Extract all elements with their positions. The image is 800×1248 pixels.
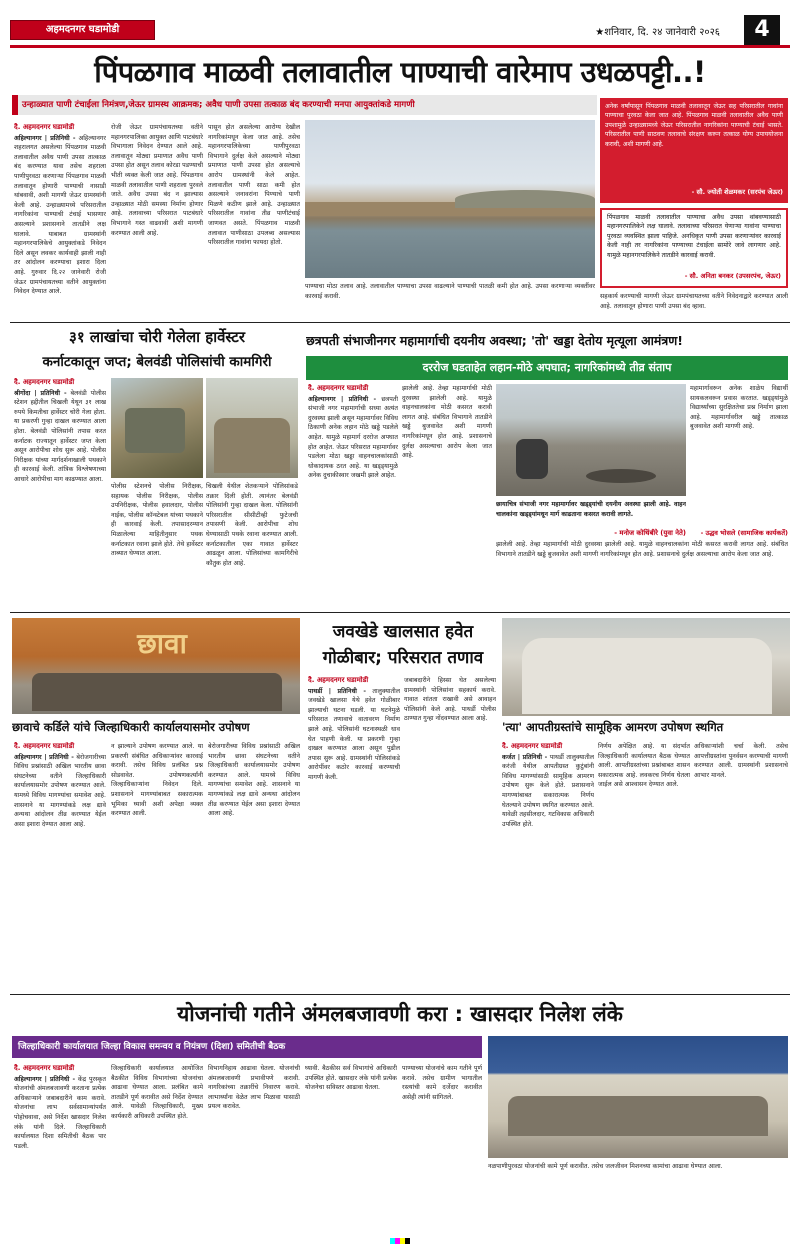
bottom-headline: योजनांची गतीने अंमलबजावणी करा : खासदार निलेश लंके: [177, 1002, 623, 1026]
bureau-tag: दै. अहमदनगर घडामोडी: [14, 378, 75, 386]
harvester-title-2: कर्नाटकातून जप्त; बेलवंडी पोलिसांची कामगिरी: [42, 354, 272, 370]
bottom-subhead: जिल्हाधिकारी कार्यालयात जिल्हा विकास समन्वय व नियंत्रण (दिशा) समितीची बैठक: [18, 1042, 286, 1052]
potholes-banner: [306, 356, 788, 380]
potholes-caption: [496, 500, 686, 526]
pothole: [586, 469, 656, 483]
harvester-column-1: [14, 378, 106, 578]
article-body: छत्रपती संभाजी नगर महामार्गाची सध्या अत्यंत दुरवस्था झाली असून महामार्गावर विविध ठिकाणी अनेक लहान मोठे खड्डे पडलेले आहेत. यामुळे महामार्ग दररोज अपघात होत आहेत. जेऊर परिसरात महामार्गावर पडलेला मोठा खड्डा वाहनचालकांसाठी धोकादायक ठरत आहे. या खड्ड्यामुळे अनेक दुचाकीस्वार जखमी झाले आहेत.: [308, 395, 398, 480]
article-body: रोजी जेऊर ग्रामपंचायतच्या वतीने महानगरपालिका आयुक्त आणि पाटबंधारे विभागाला निवेदन देण्यात आले आहे. तलावातून मोठ्या प्रमाणात अवैध पाणी उपसा होत असून तलाव कोरडा पडण्याची भीती व्यक्त केली जात आहे. पिंपळगाव माळवी तलावातील पाणी शहराला पुरवले जाते. अवैध उपसा बंद न झाल्यास उन्हाळ्यात मोठी समस्या निर्माण होणार आहे. तलावाच्या परिसरात पाटबंधारे विभागाने गस्त वाढवावी अशी मागणी करण्यात आली आहे.: [111, 124, 203, 237]
quote-box-2: [600, 208, 788, 288]
protest-column-2: [111, 742, 203, 990]
article-body: अधिकाऱ्यांशी चर्चा केली. तसेच आपत्तीग्रस्तांना पुनर्वसन करण्याची मागणी करण्यात आली. ग्रामस्थांनी प्रशासनाचे आभार मानले.: [694, 743, 788, 779]
harvester-machine: [125, 408, 185, 453]
potholes-column-3: [690, 384, 788, 524]
quote-text: पिंपळगाव माळवी तलावातील पाण्याचा अवैध उपसा थांबवण्यासाठी महानगरपालिकेने लक्ष घालावे. तलावाच्या परिसरात येणाऱ्या गावांना पाण्याचा पुरवठा व्यवस्थित झाला पाहिजे. अनधिकृत पाणी उपसा करणाऱ्यांवर कारवाई केली नाही तर नागरिकांना पाण्याच्या टंचाईला सामोरे जावे लागणार आहे. यामुळे महानगरपालिकेने तातडीने कारवाई करावी.: [607, 214, 781, 259]
quote-box-1: [600, 98, 788, 203]
article-body: झालेली आहे. तेव्हा महामार्गाची मोठी दुरवस्था झालेली आहे. यामुळे वाहनचालकांना मोठी कसरत करावी लागत आहे. संबंधित विभागाने तातडीने खड्डे बुजवावेत अशी मागणी नागरिकांमधून होत आहे. प्रशासनाचे दुर्लक्ष असल्याचा आरोप केला जात आहे.: [496, 541, 788, 558]
lead-subhead: उन्हाळ्यात पाणी टंचाईला निमंत्रण,जेऊर ग्रामस्थ आक्रमक; अवैध पाणी उपसा तत्काळ बंद करण्याची मनपा आयुक्तांकडे मागणी: [22, 100, 415, 110]
hills: [455, 190, 595, 208]
article-body: महामार्गावरून अनेक शाळेय विद्यार्थी सायकलवरून प्रवास करतात. खड्ड्यांमुळे विद्यार्थ्यांच्या सुरक्षिततेचा प्रश्न निर्माण झाला आहे. महामार्गावरील खड्डे तात्काळ बुजवावेत अशी मागणी आहे.: [690, 385, 788, 431]
article-body: बेरोजगारीच्या विविध प्रश्नांसाठी अखिल भारतीय छावा संघटनेच्या वतीने जिल्हाधिकारी कार्यालयासमोर उपोषण करण्यात आले. यामध्ये विविध मागण्यांचा समावेश आहे. शासनाने या मागण्यांकडे लक्ष द्यावे अन्यथा आंदोलन तीव्र करण्यात येईल असा इशारा देण्यात आला आहे.: [14, 753, 106, 828]
issue-date: ★शनिवार, दि. २४ जानेवारी २०२६: [595, 27, 720, 38]
masthead-logo: [10, 20, 155, 40]
officials-at-table: [508, 1096, 768, 1136]
article-body: केंद्र पुरस्कृत योजनांची अंमलबजावणी करताना प्रत्येक अधिकाऱ्याने जबाबदारीने काम करावे. योजनांचा लाभ सर्वसामान्यांपर्यंत पोहोचवावा, असे निर्देश खासदार निलेश लंके यांनी दिले. जिल्हाधिकारी कार्यालयात दिशा समितीची बैठक पार पडली.: [14, 1075, 106, 1150]
dateline: अहिल्यानगर | प्रतिनिधी -: [14, 134, 76, 142]
bureau-tag: दै. अहमदनगर घडामोडी: [308, 676, 369, 684]
lead-column-4: [305, 282, 595, 318]
aapatti-photo: [502, 618, 790, 716]
lead-subhead-bar: [12, 95, 597, 115]
aapatti-column-3: [694, 742, 788, 990]
quote-author: - सौ. अनिता बनकर (उपसरपंच, जेऊर): [684, 272, 781, 280]
page-number: 4: [744, 15, 780, 45]
article-body: घ्यावी. बैठकीस सर्व विभागांचे अधिकारी उपस्थित होते. खासदार लंके यांनी प्रत्येक योजनेचा सविस्तर आढावा घेतला.: [305, 1065, 397, 1092]
article-body: न झाल्याने उपोषण करण्यात आले. या प्रकरणी संबंधित अधिकाऱ्यांवर कारवाई करावी. तसेच विविध प्रलंबित प्रश्न सोडवावेत. उपोषणकर्त्यांनी जिल्हाधिकाऱ्यांना निवेदन दिले. प्रशासनाने मागण्यांबाबत सकारात्मक भूमिका घ्यावी अशी अपेक्षा व्यक्त करण्यात आली.: [111, 743, 203, 818]
potholes-quote-author: - उद्धव भोसले (सामाजिक कार्यकर्ते): [700, 529, 788, 537]
harvester-column-3: [206, 482, 298, 578]
banner-text: छावा: [137, 627, 187, 660]
aapatti-title: 'त्या' आपतीग्रस्तांचे सामूहिक आमरण उपोषण स्थगित: [502, 720, 724, 734]
article-body: झालेली आहे. तेव्हा महामार्गाची मोठी दुरवस्था झालेली आहे. यामुळे वाहनचालकांना मोठी कसरत करावी लागत आहे. संबंधित विभागाने तातडीने खड्डे बुजवावेत अशी मागणी नागरिकांमधून होत आहे. प्रशासनाचे दुर्लक्ष असल्याचा आरोप केला जात आहे.: [402, 385, 492, 460]
article-body: बेरोजगारीच्या विविध प्रश्नांसाठी अखिल भारतीय छावा संघटनेच्या वतीने जिल्हाधिकारी कार्यालयासमोर उपोषण करण्यात आले. यामध्ये विविध मागण्यांचा समावेश आहे. शासनाने या मागण्यांकडे लक्ष द्यावे अन्यथा आंदोलन तीव्र करण्यात येईल असा इशारा देण्यात आला आहे.: [208, 743, 300, 818]
article-body: निर्णय अपेक्षित आहे. या संदर्भात जिल्हाधिकारी कार्यालयात बैठक घेण्यात आली. आपतीग्रस्तांच्या प्रश्नांबाबत शासन सकारात्मक आहे. लवकरच निर्णय घेतला जाईल असे आश्वासन देण्यात आले.: [598, 743, 690, 789]
lake-photo: [305, 120, 595, 278]
quote-text: अनेक वर्षांपासून पिंपळगाव माळवी तलावातून जेऊर सह परिसरातील गावांना पाण्याचा पुरवठा केला जात आहे. पिंपळगाव माळवी तलावातील अवैध पाणी उपशामुळे उन्हाळ्यामध्ये जेऊर परिसरातील नागरिकांना पाण्याची टंचाई भासते. परिसरातील पाणी साठवण तलावाचे संरक्षण करून तत्काळ योग्य उपाययोजना करावी, अशी मागणी आहे.: [605, 103, 783, 148]
dateline: अहिल्यानगर | प्रतिनिधी -: [14, 753, 74, 761]
bureau-tag: दै. अहमदनगर घडामोडी: [14, 123, 75, 131]
lead-column-2: [111, 123, 203, 318]
masthead-title: अहमदनगर घडामोडी: [45, 24, 120, 35]
dateline: अहिल्यानगर | प्रतिनिधी -: [308, 395, 377, 403]
print-registration-marks: [390, 1238, 410, 1244]
bottom-column-2: [111, 1064, 203, 1232]
potholes-title: छत्रपती संभाजीनगर महामार्गाची दयनीय अवस्था; 'तो' खड्डा देतोय मृत्यूला आमंत्रण!: [306, 333, 683, 348]
lead-column-1: [14, 123, 106, 318]
article-body: सहकार्य करण्याची मागणी जेऊर ग्रामपंचायतच्या वतीने निवेदनाद्वारे करण्यात आली आहे. तलावातून होणारा पाणी उपसा बंद व्हावा.: [600, 293, 788, 310]
harvester-title-1: ३१ लाखांचा चोरी गेलेला हार्वेस्टर: [69, 328, 245, 346]
bottom-column-1: [14, 1064, 106, 1232]
harvester-photo-1: [111, 378, 203, 478]
pothole-road-photo: [496, 384, 686, 496]
lead-headline: पिंपळगाव माळवी तलावातील पाण्याची वारेमाप उधळपट्टी..!: [94, 55, 706, 89]
bureau-tag: दै. अहमदनगर घडामोडी: [308, 384, 369, 392]
bottom-column-4: [305, 1064, 397, 1232]
protest-column-3: [208, 742, 300, 990]
aapatti-column-2: [598, 742, 690, 990]
protesters: [32, 673, 282, 711]
article-body: पाथर्डी तालुक्यातील करंजी येथील आपतीग्रस्त कुटुंबांनी विविध मागण्यांसाठी सामूहिक आमरण उपोषण सुरू केले होते. प्रशासनाने मागण्यांबाबत सकारात्मक निर्णय घेतल्याने उपोषण स्थगित करण्यात आले. यावेळी तहसीलदार, गटविकास अधिकारी उपस्थित होते.: [502, 753, 594, 828]
potholes-column-1: [308, 384, 398, 580]
article-body: पाण्याचा मोठा तलाव आहे. तलावातील पाण्याचा उपसा वाढल्याने पाण्याची पातळी कमी होत आहे. उपसा करणाऱ्या व्यक्तींवर कारवाई करावी.: [305, 283, 595, 300]
article-body: पोलीस स्टेशनचे पोलीस निरीक्षक, सहायक पोलीस निरीक्षक, पोलीस उपनिरीक्षक, पोलीस हवालदार, पोलीस नाईक, पोलीस कॉन्स्टेबल यांच्या पथकाने ही कारवाई केली. तपासादरम्यान मिळालेल्या माहितीनुसार पथक कर्नाटकात रवाना झाले होते. तेथे हार्वेस्टर ताब्यात घेण्यात आला.: [111, 483, 203, 558]
potholes-banner-text: दररोज घडताहेत लहान-मोठे अपघात; नागरिकांमध्ये तीव्र संताप: [422, 361, 672, 374]
article-body: जबाबदारीने हिस्सा घेत असलेल्या ग्रामस्थांनी पोलिसांना सहकार्य करावे. गावात शांतता राखावी असे आवाहन पोलिसांनी केले आहे. पाथर्डी पोलीस ठाण्यात गुन्हा नोंदवण्यात आला आहे.: [404, 677, 496, 723]
article-body: बेलवंडी पोलीस स्टेशन हद्दीतील चिखली येथून ३१ लाख रुपये किमतीचा हार्वेस्टर चोरी गेला होता. या प्रकरणी गुन्हा दाखल करण्यात आला होता. बेलवंडी पोलिसांनी तपास करत कर्नाटक राज्यातून हार्वेस्टर जप्त केला असून आरोपीचा शोध सुरू आहे. पोलीस निरीक्षक यांच्या मार्गदर्शनाखाली पथकाने ही कारवाई केली. तांत्रिक विश्लेषणाच्या आधारे आरोपीचा माग काढण्यात आला.: [14, 389, 106, 483]
quote-author: - सौ. ज्योती शेळमकर (सरपंच जेऊर): [691, 188, 783, 196]
section-rule: [10, 994, 790, 995]
motorcyclist: [516, 439, 548, 479]
protest-column-1: [14, 742, 106, 990]
jawkhede-column-1: [308, 676, 400, 990]
officers-group: [214, 418, 290, 473]
potholes-column-4: [496, 540, 788, 580]
article-body: पाण्याच्या योजनांचे काम गतीने पूर्ण करावे. तसेच ग्रामीण भागातील रस्त्यांची कामे दर्जेदार करावीत असेही त्यांनी सांगितले.: [402, 1065, 482, 1101]
potholes-caption-author: - मनोज कोथिंबीरे (युवा नेते): [614, 529, 686, 537]
dateline: श्रीगोंदा | प्रतिनिधी -: [14, 389, 67, 397]
article-body: चिखली येथील शेतकऱ्याने पोलिसांकडे तक्रार दिली होती. त्यानंतर बेलवंडी पोलिसांनी गुन्हा दाखल केला. पोलिसांनी परिसरातील सीसीटीव्ही फुटेजची तपासणी केली. आरोपीचा शोध घेण्यासाठी पथके रवाना करण्यात आली. कर्नाटकातील एका गावात हार्वेस्टर आढळून आला. पोलिसांच्या कामगिरीचे कौतुक होत आहे.: [206, 483, 298, 567]
protest-photo: [12, 618, 300, 714]
bottom-subhead-bar: [12, 1036, 482, 1058]
bottom-column-6: [488, 1162, 788, 1232]
lead-column-3: [208, 123, 300, 318]
article-body: पासून होत असलेल्या आरोग्य देखील नागरिकांमधून केला जात आहे. तसेच महानगरपालिकेच्या पाणीपुरवठा विभागाने दुर्लक्ष केले असल्याने मोठ्या प्रमाणात पाणी उपसा होत असल्याचे आरोप ग्रामस्थांनी केले आहेत. तलावातील पाणी साठा कमी होत असल्याने जनावरांना पिण्याचे पाणी मिळणे कठीण झाले आहे. उन्हाळ्यात परिसरातील गावांना तीव्र पाणीटंचाई जाणवत असते. पिंपळगाव माळवी तलावात पाणीसाठा उपलब्ध असल्यास परिसरातील गावांना फायदा होतो.: [208, 124, 300, 247]
jawkhede-column-2: [404, 676, 496, 990]
bottom-column-5: [402, 1064, 482, 1232]
bureau-tag: दै. अहमदनगर घडामोडी: [14, 1064, 75, 1072]
bureau-tag: दै. अहमदनगर घडामोडी: [502, 742, 563, 750]
article-body: नळपाणीपुरवठा योजनांची कामे पूर्ण करावीत. तसेच जलजीवन मिशनच्या कामांचा आढावा घेण्यात आला.: [488, 1163, 723, 1170]
bureau-tag: दै. अहमदनगर घडामोडी: [14, 742, 75, 750]
bottom-column-3: [208, 1064, 300, 1232]
group-of-men: [522, 638, 772, 714]
dateline: कर्जत | प्रतिनिधी -: [502, 753, 548, 761]
harvester-column-2: [111, 482, 203, 578]
dateline: अहिल्यानगर | प्रतिनिधी -: [14, 1075, 76, 1083]
protest-title: छावाचे कर्डिले यांचे जिल्हाधिकारी कार्यालयासमोर उपोषण: [12, 720, 250, 734]
header-rule: [10, 45, 790, 48]
article-body: जिल्हाधिकारी कार्यालयात आयोजित बैठकीत विविध विभागांच्या योजनांचा आढावा घेण्यात आला. प्रलंबित कामे तातडीने पूर्ण करावीत असे निर्देश देण्यात आले. यावेळी जिल्हाधिकारी, मुख्य कार्यकारी अधिकारी उपस्थित होते.: [111, 1065, 203, 1120]
potholes-column-2: [402, 384, 492, 580]
article-body: अहिल्यानगर शहरालगत असलेल्या पिंपळगाव माळवी तलावातील अवैध पाणी उपसा तात्काळ बंद करण्यात यावा तसेच शहराला पाणीपुरवठा करणाऱ्या पिंपळगाव माळवी तलावातून होणारी पाण्याची नासाडी थांबवावी, अशी मागणी जेऊर ग्रामस्थांनी केली आहे. उन्हाळ्यामध्ये परिसरातील नागरिकांना पाण्याची टंचाई भासणार असल्याने प्रशासनाने तातडीने लक्ष घालावे. याबाबत ग्रामस्थांनी महानगरपालिकेचे आयुक्तांकडे निवेदन दिले असून लवकर कार्यवाही झाली नाही तर आंदोलन करण्याचा इशारा दिला आहे. गुरुवार दि.२२ जानेवारी रोजी जेऊर ग्रामपंचायतच्या वतीने आयुक्तांना निवेदन देण्यात आले.: [14, 134, 106, 296]
section-rule: [10, 322, 790, 323]
dateline: पाथर्डी | प्रतिनिधी -: [308, 687, 367, 695]
aapatti-column-1: [502, 742, 594, 990]
harvester-photo-2: [206, 378, 298, 478]
section-rule: [10, 612, 790, 613]
lead-column-5: [600, 292, 788, 320]
photo-caption: छायाचित्र संभाजी नगर महामार्गावर खड्ड्यांची दयनीय अवस्था झाली आहे. वाहन चालकांना खड्ड्यांमधून मार्ग काढताना कसरत करावी लागते.: [496, 501, 686, 518]
article-body: विभागनिहाय आढावा घेतला. योजनांची अंमलबजावणी प्रभावीपणे करावी. नागरिकांच्या तक्रारींचे निवारण करावे. लाभार्थ्यांना वेळेत लाभ मिळावा यासाठी प्रयत्न करावेत.: [208, 1065, 300, 1111]
jawkhede-title-1: जवखेडे खालसात हवेत: [332, 622, 474, 642]
meeting-photo: [488, 1036, 788, 1158]
article-body: तालुक्यातील जवखेडे खालसा येथे हवेत गोळीबार झाल्याची घटना घडली. या घटनेमुळे परिसरात तणावाचे वातावरण निर्माण झाले आहे. पोलिसांनी घटनास्थळी धाव घेत पाहणी केली. या प्रकरणी गुन्हा दाखल करण्यात आला असून पुढील तपास सुरू आहे. ग्रामस्थांनी पोलिसांकडे आरोपींवर कठोर कारवाई करण्याची मागणी केली.: [308, 687, 400, 781]
jawkhede-title-2: गोळीबार; परिसरात तणाव: [322, 648, 484, 668]
